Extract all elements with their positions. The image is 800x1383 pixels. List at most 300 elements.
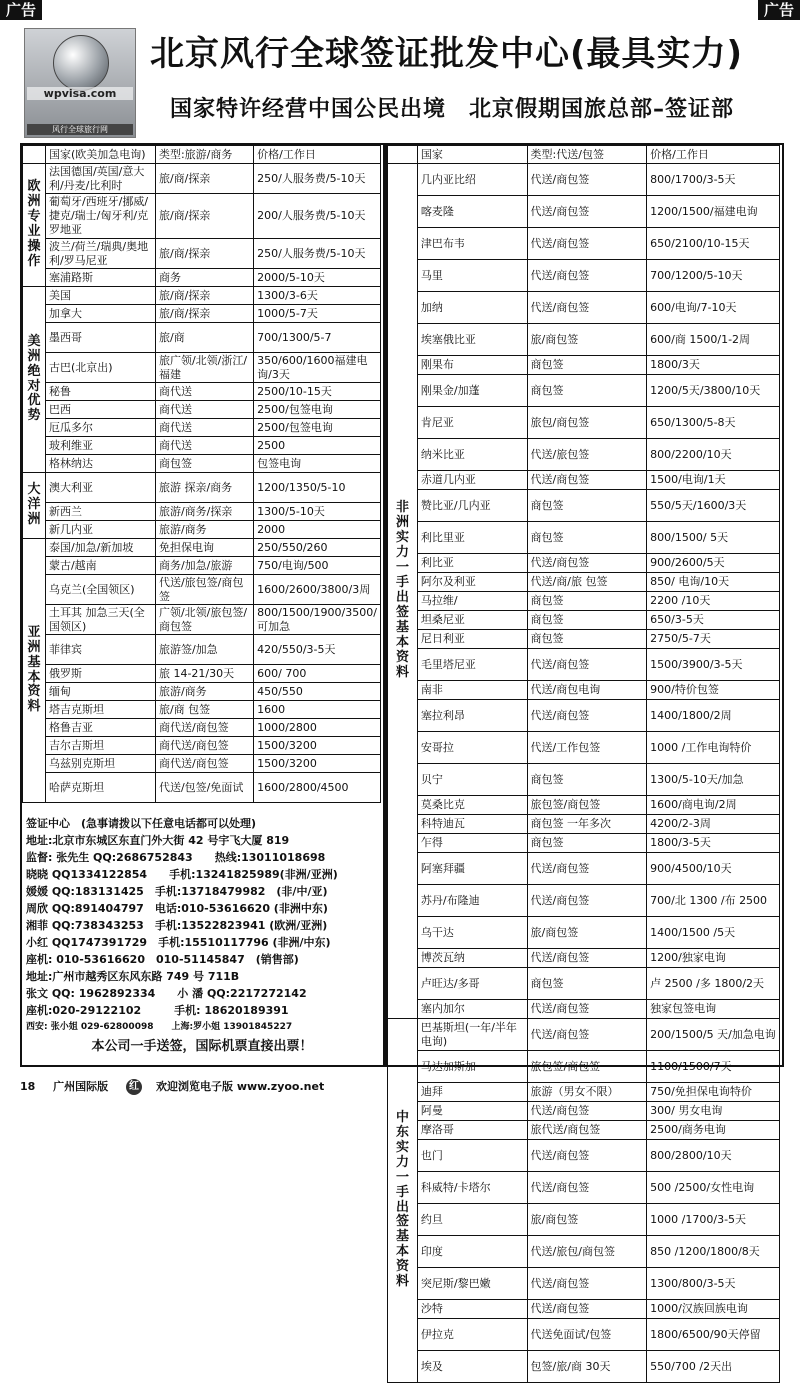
type-cell: 商代送 <box>155 437 253 455</box>
contact-line: 座机:020-29122102 手机: 18620189391 <box>26 1004 289 1017</box>
country-cell: 哈萨克斯坦 <box>45 773 155 803</box>
type-cell: 代送/商包签 <box>527 1300 647 1319</box>
type-cell: 代送/商包签 <box>527 700 647 732</box>
type-cell: 代送/商包签 <box>527 853 647 885</box>
type-cell: 旅游（男女不限） <box>527 1083 647 1102</box>
country-cell: 塞内加尔 <box>417 1000 527 1019</box>
price-cell: 500 /2500/女性电询 <box>647 1172 780 1204</box>
type-cell: 商包签 <box>527 764 647 796</box>
type-cell: 旅包/商包签 <box>527 407 647 439</box>
table-row <box>388 554 780 573</box>
table-row <box>388 1319 780 1351</box>
price-cell: 1200/独家电询 <box>647 949 780 968</box>
table-row <box>388 853 780 885</box>
type-cell: 旅包签/商包签 <box>527 1051 647 1083</box>
region-label: 欧 洲 专 业 操 作 <box>23 164 46 287</box>
country-cell: 塞浦路斯 <box>45 269 155 287</box>
contact-line: 地址:北京市东城区东直门外大街 42 号宇飞大厦 819 <box>26 834 290 847</box>
country-cell: 伊拉克 <box>417 1319 527 1351</box>
country-cell: 厄瓜多尔 <box>45 419 155 437</box>
table-row <box>388 439 780 471</box>
country-cell: 玻利维亚 <box>45 437 155 455</box>
price-cell: 750/电询/500 <box>254 557 381 575</box>
country-cell: 阿曼 <box>417 1102 527 1121</box>
branch-contacts: 西安: 张小姐 029-62800098 上海:罗小姐 13901845227 <box>26 1022 293 1032</box>
type-cell: 商包签 一年多次 <box>527 815 647 834</box>
left-visa-table <box>22 145 381 803</box>
country-cell: 刚果布 <box>417 356 527 375</box>
price-cell: 1600/2600/3800/3周 <box>254 575 381 605</box>
country-cell: 刚果金/加蓬 <box>417 375 527 407</box>
country-cell: 纳米比亚 <box>417 439 527 471</box>
country-cell: 埃及 <box>417 1351 527 1383</box>
table-header-row <box>388 146 780 164</box>
table-row <box>388 228 780 260</box>
country-cell: 苏丹/布隆迪 <box>417 885 527 917</box>
table-row <box>23 683 381 701</box>
country-cell: 赤道几内亚 <box>417 471 527 490</box>
price-cell: 2500/10-15天 <box>254 383 381 401</box>
type-cell: 旅包签/商包签 <box>527 796 647 815</box>
price-cell: 800/1700/3-5天 <box>647 164 780 196</box>
country-cell: 格林纳达 <box>45 455 155 473</box>
table-row <box>388 796 780 815</box>
type-cell: 旅/商/探亲 <box>155 164 253 194</box>
type-cell: 代送/工作包签 <box>527 732 647 764</box>
country-cell: 马达加斯加 <box>417 1051 527 1083</box>
page-number: 18 <box>20 1080 36 1093</box>
price-cell: 300/ 男女电询 <box>647 1102 780 1121</box>
type-cell: 商代送/商包签 <box>155 719 253 737</box>
table-row <box>388 1121 780 1140</box>
country-cell: 马里 <box>417 260 527 292</box>
country-cell: 蒙古/越南 <box>45 557 155 575</box>
price-cell: 1400/1500 /5天 <box>647 917 780 949</box>
price-cell: 1000/2800 <box>254 719 381 737</box>
table-row <box>388 1300 780 1319</box>
country-cell: 突尼斯/黎巴嫩 <box>417 1268 527 1300</box>
table-row <box>23 323 381 353</box>
type-cell: 旅/商包签 <box>527 324 647 356</box>
header-blank <box>388 146 418 164</box>
price-cell: 750/免担保电询特价 <box>647 1083 780 1102</box>
country-cell: 土耳其 加急三天(全国领区) <box>45 605 155 635</box>
country-cell: 加拿大 <box>45 305 155 323</box>
country-cell: 塞拉利昂 <box>417 700 527 732</box>
table-row <box>23 455 381 473</box>
country-cell: 毛里塔尼亚 <box>417 649 527 681</box>
country-cell: 乌兹别克斯坦 <box>45 755 155 773</box>
price-cell: 1500/3900/3-5天 <box>647 649 780 681</box>
country-cell: 格鲁吉亚 <box>45 719 155 737</box>
type-cell: 商包签 <box>527 490 647 522</box>
type-cell: 代送/商包签 <box>527 292 647 324</box>
country-cell: 法国德国/英国/意大利/丹麦/比利时 <box>45 164 155 194</box>
contact-line: 媛媛 QQ:183131425 手机:13718479982 (非/中/亚) <box>26 885 328 898</box>
price-cell: 250/人服务费/5-10天 <box>254 164 381 194</box>
country-cell: 印度 <box>417 1236 527 1268</box>
table-row <box>388 630 780 649</box>
country-cell: 肯尼亚 <box>417 407 527 439</box>
table-row <box>23 665 381 683</box>
type-cell: 旅广领/北领/浙江/福建 <box>155 353 253 383</box>
price-cell: 800/2800/10天 <box>647 1140 780 1172</box>
type-cell: 代送/商包电询 <box>527 681 647 700</box>
type-cell: 商包签 <box>527 968 647 1000</box>
contact-line: 座机: 010-53616620 010-51145847 (销售部) <box>26 953 299 966</box>
country-cell: 葡萄牙/西班牙/挪威/捷克/瑞士/匈牙利/克罗地亚 <box>45 194 155 239</box>
table-row <box>388 1102 780 1121</box>
table-header-row <box>23 146 381 164</box>
table-row <box>388 375 780 407</box>
country-cell: 阿尔及利亚 <box>417 573 527 592</box>
table-row <box>23 419 381 437</box>
table-row <box>388 490 780 522</box>
country-cell: 喀麦隆 <box>417 196 527 228</box>
table-row <box>388 1000 780 1019</box>
type-cell: 商务/加急/旅游 <box>155 557 253 575</box>
table-row <box>388 732 780 764</box>
table-row <box>388 292 780 324</box>
type-cell: 旅/商 <box>155 323 253 353</box>
country-cell: 埃塞俄比亚 <box>417 324 527 356</box>
type-cell: 代送/商包签 <box>527 1019 647 1051</box>
country-cell: 津巴布韦 <box>417 228 527 260</box>
contact-lines <box>26 815 378 1019</box>
price-cell: 2500/包签电询 <box>254 419 381 437</box>
country-cell: 巴西 <box>45 401 155 419</box>
country-cell: 马拉维/ <box>417 592 527 611</box>
price-cell: 1800/3天 <box>647 356 780 375</box>
price-cell: 600/电询/7-10天 <box>647 292 780 324</box>
type-cell: 商包签 <box>527 592 647 611</box>
type-cell: 代送/商包签 <box>527 885 647 917</box>
price-cell: 1500/3200 <box>254 737 381 755</box>
country-cell: 迪拜 <box>417 1083 527 1102</box>
contact-line: 签证中心 (急事请拨以下任意电话都可以处理) <box>26 817 257 830</box>
table-row <box>23 194 381 239</box>
table-row <box>388 1140 780 1172</box>
country-cell: 尼日利亚 <box>417 630 527 649</box>
table-row <box>388 815 780 834</box>
contact-line: 张文 QQ: 1962892334 小 潘 QQ:2217272142 <box>26 987 307 1000</box>
price-cell: 1300/800/3-5天 <box>647 1268 780 1300</box>
price-cell: 2500/商务电询 <box>647 1121 780 1140</box>
type-cell: 商包签 <box>527 834 647 853</box>
price-cell: 700/1200/5-10天 <box>647 260 780 292</box>
column-header: 价格/工作日 <box>647 146 780 164</box>
contact-line: 小红 QQ1747391729 手机:15510117796 (非洲/中东) <box>26 936 331 949</box>
price-cell: 550/5天/1600/3天 <box>647 490 780 522</box>
type-cell: 商代送 <box>155 401 253 419</box>
country-cell: 墨西哥 <box>45 323 155 353</box>
price-cell: 650/2100/10-15天 <box>647 228 780 260</box>
right-visa-table <box>387 145 780 1383</box>
price-cell: 2000/5-10天 <box>254 269 381 287</box>
table-row <box>388 700 780 732</box>
price-cell: 900/特价包签 <box>647 681 780 700</box>
type-cell: 旅代送/商包签 <box>527 1121 647 1140</box>
price-cell: 1600/商电询/2周 <box>647 796 780 815</box>
price-cell: 1500/电询/1天 <box>647 471 780 490</box>
page-title: 北京风行全球签证批发中心(最具实力) <box>150 34 744 74</box>
type-cell: 代送/包签/免面试 <box>155 773 253 803</box>
country-cell: 塔吉克斯坦 <box>45 701 155 719</box>
table-row <box>23 575 381 605</box>
contact-line: 晓晓 QQ1334122854 手机:13241825989(非洲/亚洲) <box>26 868 338 881</box>
type-cell: 旅游/商务 <box>155 521 253 539</box>
price-cell: 200/1500/5 天/加急电询 <box>647 1019 780 1051</box>
table-row <box>388 1019 780 1051</box>
price-cell: 1500/3200 <box>254 755 381 773</box>
table-row <box>23 164 381 194</box>
column-header: 价格/工作日 <box>254 146 381 164</box>
table-row <box>23 239 381 269</box>
table-row <box>23 755 381 773</box>
table-row <box>388 1204 780 1236</box>
type-cell: 旅游/商务 <box>155 683 253 701</box>
type-cell: 代送/商包签 <box>527 228 647 260</box>
table-row <box>388 164 780 196</box>
table-row <box>388 1172 780 1204</box>
table-row <box>388 522 780 554</box>
price-cell: 350/600/1600福建电询/3天 <box>254 353 381 383</box>
price-cell: 600/ 700 <box>254 665 381 683</box>
type-cell: 代送/商包签 <box>527 1140 647 1172</box>
header <box>20 22 785 140</box>
price-cell: 1000/汉族回族电询 <box>647 1300 780 1319</box>
globe-icon <box>53 35 109 91</box>
type-cell: 商包签 <box>527 356 647 375</box>
price-cell: 4200/2-3周 <box>647 815 780 834</box>
country-cell: 利比里亚 <box>417 522 527 554</box>
table-row <box>23 737 381 755</box>
table-row <box>23 557 381 575</box>
type-cell: 商代送 <box>155 383 253 401</box>
type-cell: 旅/商/探亲 <box>155 287 253 305</box>
publication-name: 广州国际版 <box>53 1080 109 1093</box>
table-row <box>23 305 381 323</box>
price-cell: 独家包签电询 <box>647 1000 780 1019</box>
logo-site: wpvisa.com <box>27 87 133 100</box>
header-blank <box>23 146 46 164</box>
price-cell: 1300/5-10天/加急 <box>647 764 780 796</box>
table-row <box>388 1351 780 1383</box>
country-cell: 美国 <box>45 287 155 305</box>
column-header: 类型:旅游/商务 <box>155 146 253 164</box>
price-cell: 600/商 1500/1-2周 <box>647 324 780 356</box>
region-label: 非 洲 实 力 一 手 出 签 基 本 资 料 <box>388 164 418 1019</box>
price-cell: 1000 /1700/3-5天 <box>647 1204 780 1236</box>
price-cell: 2500 <box>254 437 381 455</box>
table-row <box>388 681 780 700</box>
country-cell: 乍得 <box>417 834 527 853</box>
type-cell: 旅/商包签 <box>527 1204 647 1236</box>
country-cell: 古巴(北京出) <box>45 353 155 383</box>
table-row <box>388 1236 780 1268</box>
table-row <box>23 503 381 521</box>
price-cell: 650/1300/5-8天 <box>647 407 780 439</box>
footer <box>20 1078 790 1095</box>
contact-line: 湘菲 QQ:738343253 手机:13522823941 (欧洲/亚洲) <box>26 919 328 932</box>
country-cell: 缅甸 <box>45 683 155 701</box>
table-row <box>388 949 780 968</box>
country-cell: 泰国/加急/新加坡 <box>45 539 155 557</box>
price-cell: 1000/5-7天 <box>254 305 381 323</box>
price-cell: 250/550/260 <box>254 539 381 557</box>
country-cell: 秘鲁 <box>45 383 155 401</box>
region-label: 亚 洲 基 本 资 料 <box>23 539 46 803</box>
country-cell: 澳大利亚 <box>45 473 155 503</box>
type-cell: 代送/商包签 <box>527 1172 647 1204</box>
table-row <box>388 573 780 592</box>
type-cell: 代送/商包签 <box>527 649 647 681</box>
type-cell: 代送/旅包/商包签 <box>527 1236 647 1268</box>
table-row <box>23 635 381 665</box>
table-row <box>388 196 780 228</box>
price-cell: 卢 2500 /多 1800/2天 <box>647 968 780 1000</box>
price-cell: 1800/3-5天 <box>647 834 780 853</box>
logo-caption: 风行全球旅行网 <box>27 124 133 135</box>
type-cell: 旅游/商务/探亲 <box>155 503 253 521</box>
type-cell: 代送/商包签 <box>527 949 647 968</box>
type-cell: 商包签 <box>527 630 647 649</box>
price-cell: 1100/1500/7天 <box>647 1051 780 1083</box>
table-row <box>388 356 780 375</box>
type-cell: 代送免面试/包签 <box>527 1319 647 1351</box>
price-cell: 包签电询 <box>254 455 381 473</box>
logo <box>24 28 136 138</box>
type-cell: 旅 14-21/30天 <box>155 665 253 683</box>
table-row <box>388 649 780 681</box>
table-row <box>23 383 381 401</box>
price-cell: 1300/5-10天 <box>254 503 381 521</box>
price-cell: 450/550 <box>254 683 381 701</box>
region-label: 中 东 实 力 一 手 出 签 基 本 资 料 <box>388 1019 418 1383</box>
type-cell: 代送/商包签 <box>527 260 647 292</box>
footer-site: 欢迎浏览电子版 www.zyoo.net <box>156 1080 325 1093</box>
price-cell: 1200/1350/5-10 <box>254 473 381 503</box>
country-cell: 坦桑尼亚 <box>417 611 527 630</box>
country-cell: 新西兰 <box>45 503 155 521</box>
table-row <box>23 269 381 287</box>
table-row <box>23 539 381 557</box>
price-cell: 1300/3-6天 <box>254 287 381 305</box>
table-row <box>388 968 780 1000</box>
country-cell: 巴基斯坦(一年/半年电询) <box>417 1019 527 1051</box>
type-cell: 商务 <box>155 269 253 287</box>
country-cell: 安哥拉 <box>417 732 527 764</box>
price-cell: 420/550/3-5天 <box>254 635 381 665</box>
type-cell: 旅游签/加急 <box>155 635 253 665</box>
type-cell: 商代送/商包签 <box>155 755 253 773</box>
country-cell: 莫桑比克 <box>417 796 527 815</box>
country-cell: 新几内亚 <box>45 521 155 539</box>
price-cell: 850 /1200/1800/8天 <box>647 1236 780 1268</box>
table-row <box>23 719 381 737</box>
price-cell: 700/北 1300 /布 2500 <box>647 885 780 917</box>
country-cell: 博茨瓦纳 <box>417 949 527 968</box>
country-cell: 菲律宾 <box>45 635 155 665</box>
type-cell: 代送/商包签 <box>527 1102 647 1121</box>
type-cell: 代送/商包签 <box>527 1268 647 1300</box>
price-cell: 650/3-5天 <box>647 611 780 630</box>
price-cell: 2500/包签电询 <box>254 401 381 419</box>
country-cell: 约旦 <box>417 1204 527 1236</box>
type-cell: 商包签 <box>527 611 647 630</box>
type-cell: 代送/商包签 <box>527 1000 647 1019</box>
table-row <box>388 592 780 611</box>
price-cell: 1000 /工作电询特价 <box>647 732 780 764</box>
contact-line: 监督: 张先生 QQ:2686752843 热线:13011018698 <box>26 851 326 864</box>
type-cell: 代送/商包签 <box>527 554 647 573</box>
country-cell: 摩洛哥 <box>417 1121 527 1140</box>
type-cell: 商包签 <box>155 455 253 473</box>
type-cell: 代送/商包签 <box>527 164 647 196</box>
country-cell: 赞比亚/几内亚 <box>417 490 527 522</box>
column-header: 国家 <box>417 146 527 164</box>
type-cell: 代送/商包签 <box>527 196 647 228</box>
country-cell: 沙特 <box>417 1300 527 1319</box>
price-cell: 2750/5-7天 <box>647 630 780 649</box>
price-cell: 900/4500/10天 <box>647 853 780 885</box>
ad-tag-right: 广告 <box>758 0 800 20</box>
price-cell: 700/1300/5-7 <box>254 323 381 353</box>
contact-line: 地址:广州市越秀区东风东路 749 号 711B <box>26 970 240 983</box>
table-row <box>23 401 381 419</box>
type-cell: 旅/商/探亲 <box>155 194 253 239</box>
column-header: 类型:代送/包签 <box>527 146 647 164</box>
column-header: 国家(欧美加急电询) <box>45 146 155 164</box>
table-row <box>388 1268 780 1300</box>
type-cell: 旅/商/探亲 <box>155 239 253 269</box>
price-cell: 850/ 电询/10天 <box>647 573 780 592</box>
price-cell: 800/1500/1900/3500/可加急 <box>254 605 381 635</box>
table-row <box>23 521 381 539</box>
table-row <box>23 473 381 503</box>
table-row <box>388 324 780 356</box>
country-cell: 乌干达 <box>417 917 527 949</box>
price-cell: 1200/1500/福建电询 <box>647 196 780 228</box>
price-cell: 1800/6500/90天停留 <box>647 1319 780 1351</box>
region-label: 美 洲 绝 对 优 势 <box>23 287 46 473</box>
type-cell: 商代送/商包签 <box>155 737 253 755</box>
price-cell: 1400/1800/2周 <box>647 700 780 732</box>
table-row <box>388 917 780 949</box>
type-cell: 旅/商包签 <box>527 917 647 949</box>
table-row <box>23 353 381 383</box>
type-cell: 包签/旅/商 30天 <box>527 1351 647 1383</box>
contact-line: 周欣 QQ:891404797 电话:010-53616620 (非洲中东) <box>26 902 328 915</box>
type-cell: 商包签 <box>527 522 647 554</box>
type-cell: 代送/旅包签 <box>527 439 647 471</box>
country-cell: 卢旺达/多哥 <box>417 968 527 1000</box>
price-cell: 900/2600/5天 <box>647 554 780 573</box>
ad-tag-left: 广告 <box>0 0 42 20</box>
table-row <box>23 773 381 803</box>
type-cell: 代送/商包签 <box>527 471 647 490</box>
table-row <box>23 287 381 305</box>
country-cell: 几内亚比绍 <box>417 164 527 196</box>
type-cell: 商包签 <box>527 375 647 407</box>
type-cell: 广领/北领/旅包签/商包签 <box>155 605 253 635</box>
price-cell: 1600 <box>254 701 381 719</box>
table-row <box>388 407 780 439</box>
table-row <box>23 701 381 719</box>
type-cell: 免担保电询 <box>155 539 253 557</box>
type-cell: 旅/商/探亲 <box>155 305 253 323</box>
table-row <box>23 437 381 455</box>
